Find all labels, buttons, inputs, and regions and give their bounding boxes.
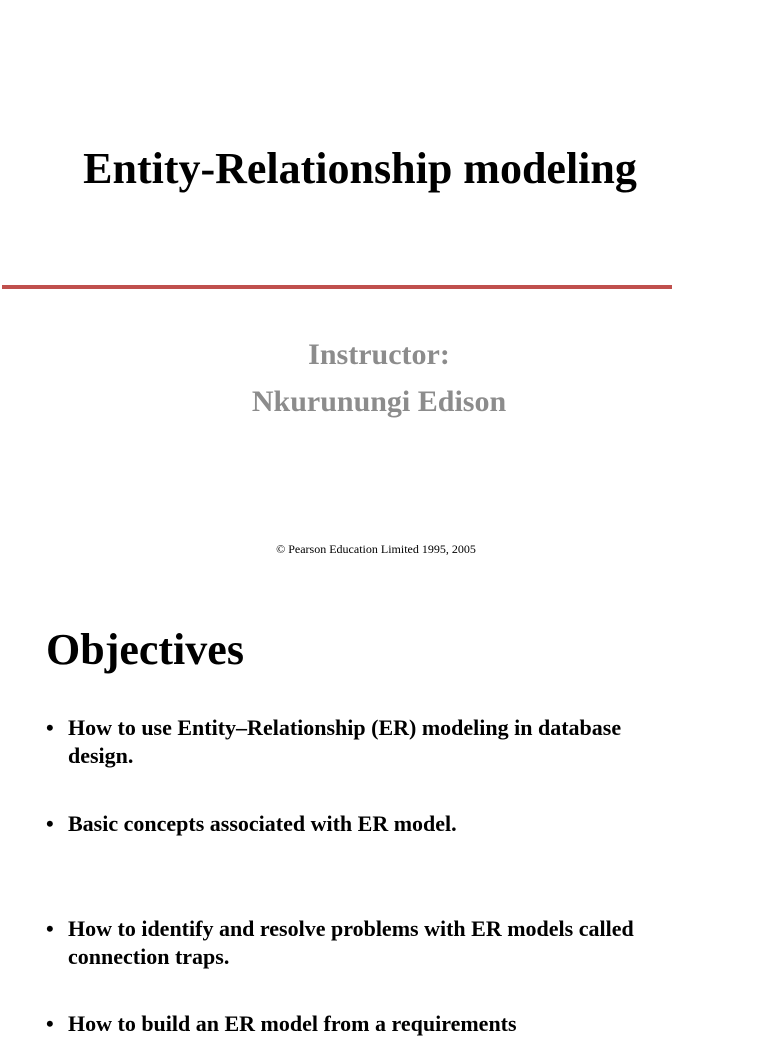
slide-title: Entity-Relationship modeling: [83, 144, 637, 193]
bullet-icon: •: [46, 916, 54, 941]
title-divider: [2, 285, 672, 289]
list-item-text: How to use Entity–Relationship (ER) modeling in database design.: [68, 715, 622, 768]
bullet-icon: •: [46, 811, 54, 836]
copyright-notice: © Pearson Education Limited 1995, 2005: [276, 542, 476, 556]
instructor-block: [0, 331, 758, 425]
bullet-icon: •: [46, 1011, 54, 1036]
list-item: [46, 714, 666, 770]
objectives-title: Objectives: [46, 625, 244, 674]
objectives-slide: [0, 590, 768, 1036]
instructor-name: Nkurunungi Edison: [251, 385, 507, 418]
list-item-text: Basic concepts associated with ER model.: [68, 811, 457, 836]
bullet-icon: •: [46, 715, 54, 740]
list-item: [46, 1010, 666, 1038]
list-item-text: How to identify and resolve problems with ER models called connection traps.: [68, 916, 634, 969]
instructor-label: Instructor:: [308, 338, 450, 371]
list-item: [46, 915, 666, 971]
list-item-text: How to build an ER model from a requirements: [68, 1011, 517, 1036]
list-item: [46, 810, 666, 838]
